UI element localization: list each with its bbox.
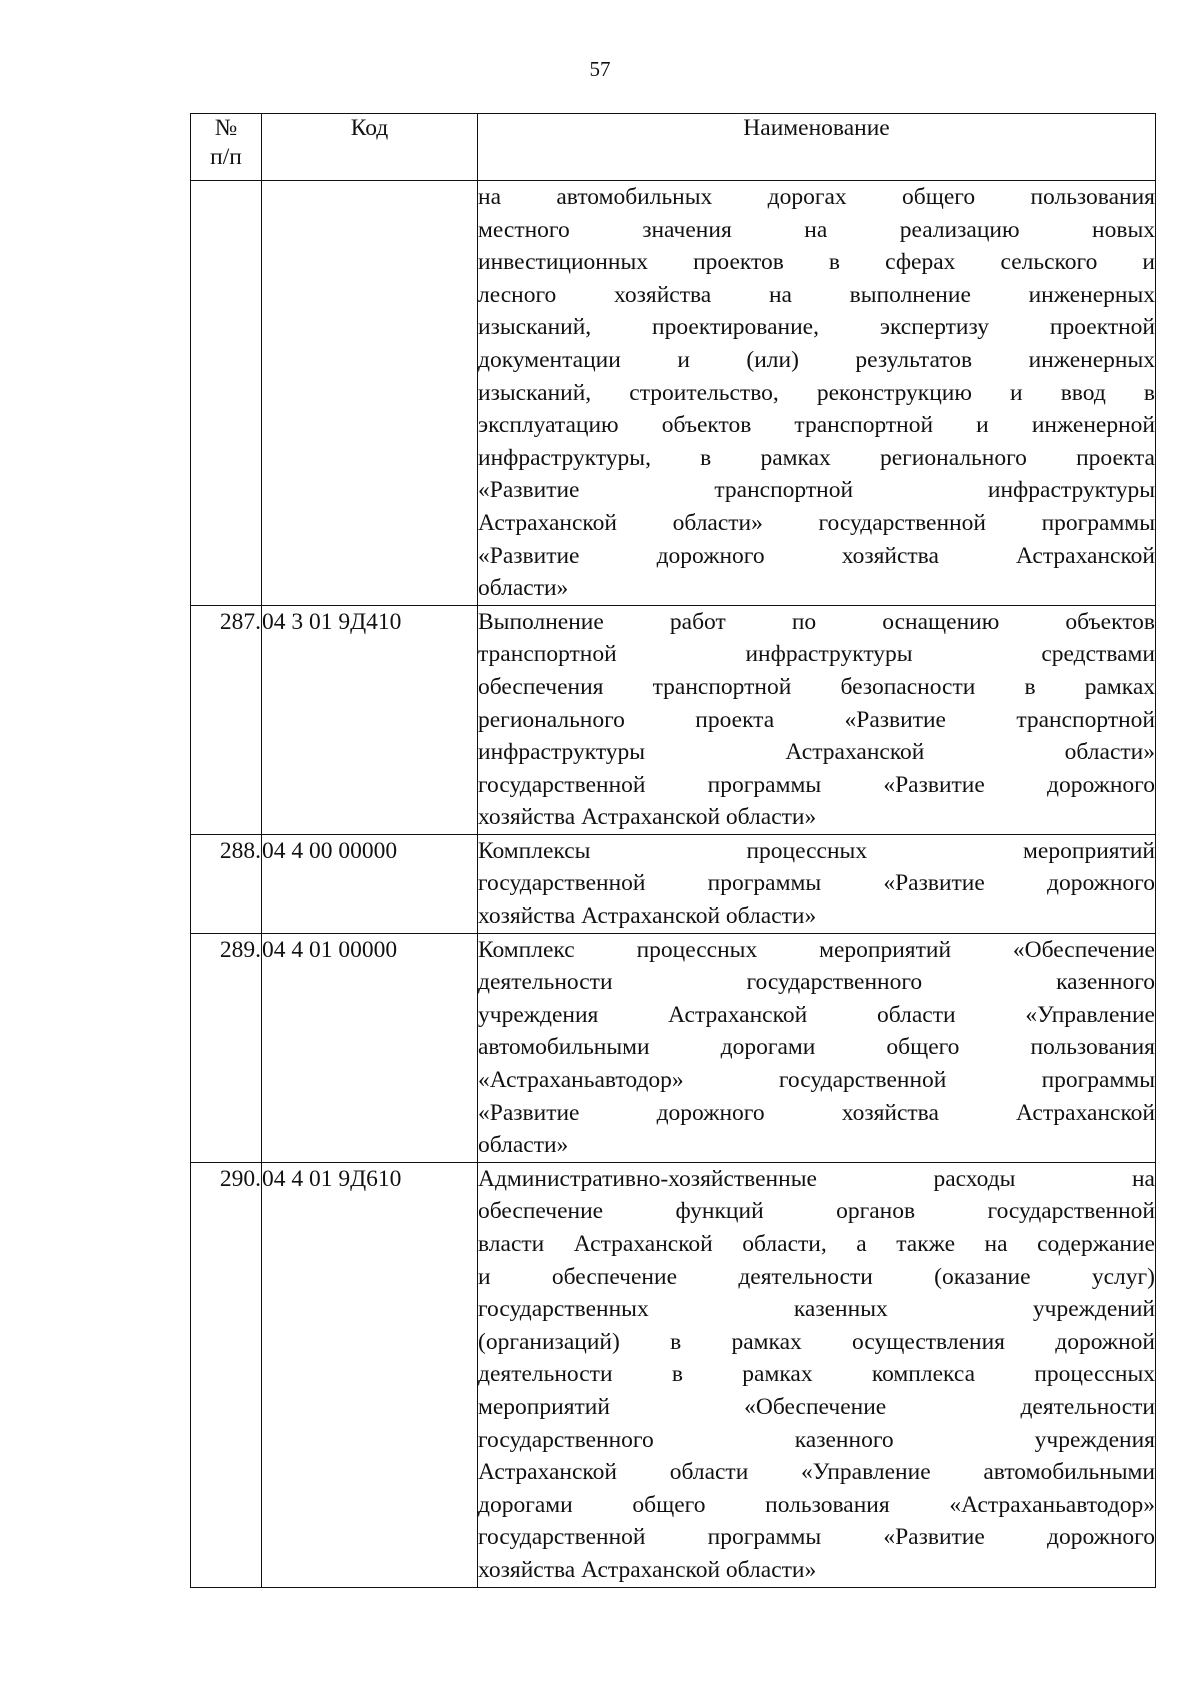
- table-row: [191, 933, 1156, 1162]
- row-name-line: обеспечение функций органов государственной: [478, 1198, 1155, 1225]
- row-name-line: власти Астраханской области, а также на содержание: [478, 1231, 1155, 1257]
- row-name-line: государственного казенного учреждения: [478, 1426, 1155, 1453]
- row-name-line: хозяйства Астраханской области»: [478, 804, 817, 831]
- table-row: [191, 834, 1156, 933]
- row-name-line: области»: [478, 575, 569, 602]
- row-number: 289.: [191, 933, 262, 1162]
- row-code: 04 4 01 00000: [262, 933, 478, 1162]
- row-name-line: лесного хозяйства на выполнение инженерных: [478, 281, 1155, 308]
- row-number: 290.: [191, 1162, 262, 1587]
- row-name-line: деятельности в рамках комплекса процессных: [478, 1361, 1155, 1388]
- row-name-line: на автомобильных дорогах общего пользования: [478, 184, 1155, 210]
- row-code: 04 3 01 9Д410: [262, 605, 478, 834]
- row-name-line: хозяйства Астраханской области»: [478, 903, 817, 930]
- row-code: [262, 181, 478, 606]
- row-name-line: инвестиционных проектов в сферах сельского и: [478, 249, 1155, 276]
- row-name-line: Комплекс процессных мероприятий «Обеспечение: [478, 936, 1155, 963]
- row-name-line: деятельности государственного казенного: [478, 969, 1155, 996]
- row-name-line: обеспечения транспортной безопасности в рамках: [478, 673, 1155, 700]
- row-name: [478, 834, 1156, 933]
- row-name-line: Комплексы процессных мероприятий: [478, 837, 1155, 864]
- row-name-line: дорогами общего пользования «Астраханьавтодор»: [478, 1491, 1155, 1518]
- row-number: 288.: [191, 834, 262, 933]
- row-name-line: государственных казенных учреждений: [478, 1296, 1155, 1323]
- table-header-row: [191, 114, 1156, 181]
- row-name-line: (организаций) в рамках осуществления дорожной: [478, 1328, 1155, 1355]
- row-name-line: хозяйства Астраханской области»: [478, 1556, 817, 1583]
- row-name: [478, 933, 1156, 1162]
- column-header-number-symbol: №: [214, 115, 238, 141]
- row-name: [478, 181, 1156, 606]
- row-number: [191, 181, 262, 606]
- row-name-line: «Астраханьавтодор» государственной программы: [478, 1067, 1155, 1094]
- row-name-line: Административно-хозяйственные расходы на: [478, 1165, 1155, 1192]
- row-name-line: документации и (или) результатов инженерных: [478, 346, 1155, 373]
- row-name-line: изысканий, строительство, реконструкцию и ввод в: [478, 379, 1155, 406]
- row-name: [478, 605, 1156, 834]
- row-name-line: государственной программы «Развитие дорожного: [478, 1524, 1155, 1551]
- row-name-line: области»: [478, 1132, 569, 1159]
- row-code: 04 4 00 00000: [262, 834, 478, 933]
- row-name-line: и обеспечение деятельности (оказание услуг): [478, 1263, 1155, 1290]
- row-name-line: местного значения на реализацию новых: [478, 216, 1155, 243]
- row-name-line: государственной программы «Развитие дорожного: [478, 870, 1155, 897]
- row-number: 287.: [191, 605, 262, 834]
- row-name-line: «Развитие дорожного хозяйства Астраханской: [478, 542, 1155, 569]
- table-row: [191, 605, 1156, 834]
- row-name-line: эксплуатацию объектов транспортной и инженерной: [478, 412, 1155, 439]
- row-name-line: инфраструктуры Астраханской области»: [478, 739, 1155, 766]
- table-row: [191, 1162, 1156, 1587]
- table-body: [191, 181, 1156, 1588]
- row-name-line: регионального проекта «Развитие транспортной: [478, 706, 1155, 733]
- row-name-line: изысканий, проектирование, экспертизу проектной: [478, 314, 1155, 341]
- page-number: 57: [589, 57, 611, 81]
- column-header-number: [191, 114, 262, 181]
- row-name: [478, 1162, 1156, 1587]
- row-name-line: учреждения Астраханской области «Управление: [478, 1001, 1155, 1028]
- column-header-code: Код: [262, 114, 478, 181]
- row-name-line: транспортной инфраструктуры средствами: [478, 641, 1155, 668]
- column-header-number-abbrev: п/п: [210, 144, 242, 170]
- column-header-name: Наименование: [478, 114, 1156, 181]
- row-name-line: инфраструктуры, в рамках регионального проекта: [478, 444, 1155, 471]
- row-name-line: «Развитие транспортной инфраструктуры: [478, 477, 1155, 504]
- row-name-line: Выполнение работ по оснащению объектов: [478, 608, 1155, 635]
- row-name-line: автомобильными дорогами общего пользования: [478, 1034, 1155, 1061]
- row-name-line: «Развитие дорожного хозяйства Астраханской: [478, 1099, 1155, 1126]
- row-name-line: государственной программы «Развитие дорожного: [478, 771, 1155, 798]
- row-name-line: мероприятий «Обеспечение деятельности: [478, 1393, 1155, 1420]
- table-row: [191, 181, 1156, 606]
- row-code: 04 4 01 9Д610: [262, 1162, 478, 1587]
- row-name-line: Астраханской области «Управление автомобильными: [478, 1459, 1155, 1486]
- row-name-line: Астраханской области» государственной программы: [478, 509, 1155, 536]
- document-table: [190, 113, 1156, 1588]
